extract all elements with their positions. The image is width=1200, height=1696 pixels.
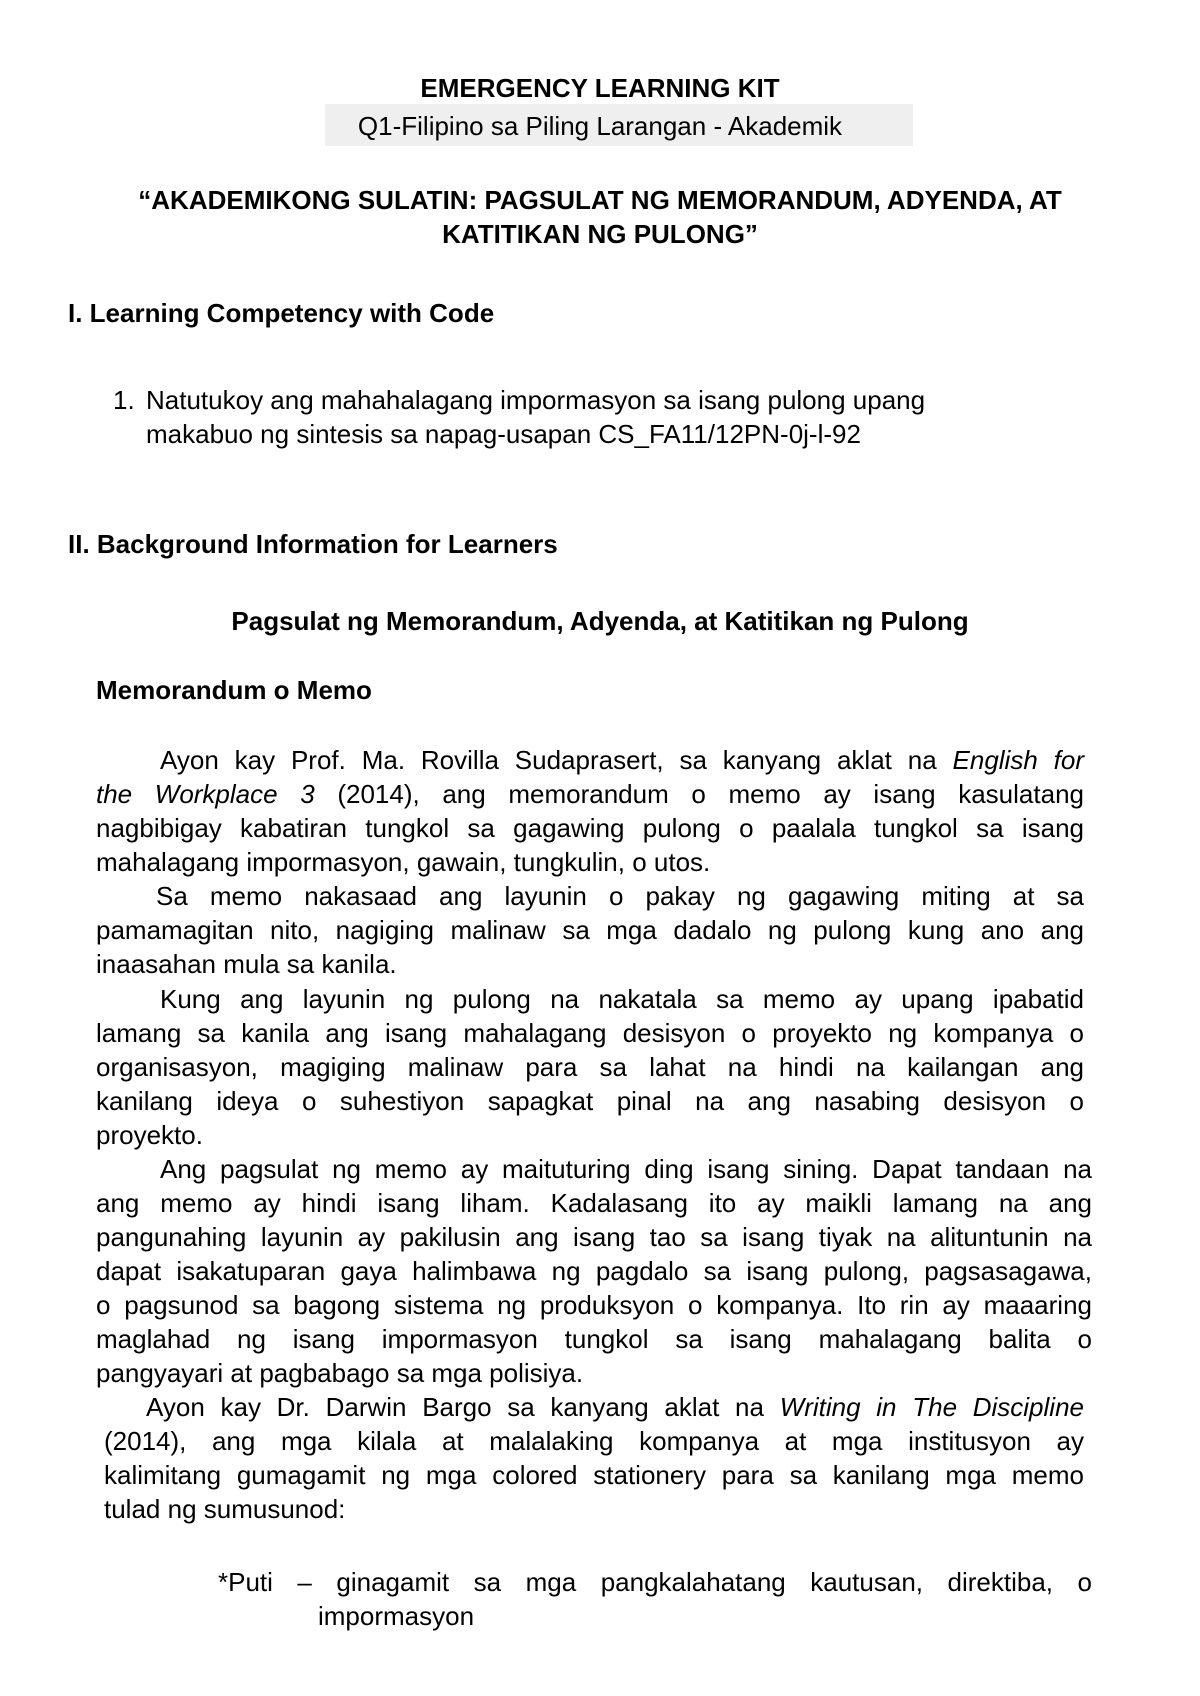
paragraph-1-line-4: mahalagang impormasyon, gawain, tungkulin, o utos.	[96, 847, 711, 877]
paragraph-1-line-3: nagbibigay kabatiran tungkol sa gagawing pulong o paalala tungkol sa isang	[96, 813, 1084, 843]
paragraph-1-line-1: Ayon kay Prof. Ma. Rovilla Sudaprasert, sa kanyang aklat na English for	[160, 745, 1084, 775]
paragraph-5-line-2: (2014), ang mga kilala at malalaking kompanya at mga institusyon ay	[104, 1426, 1084, 1456]
paragraph-4-line-1: Ang pagsulat ng memo ay maituturing ding isang sining. Dapat tandaan na	[160, 1154, 1092, 1184]
section-1-heading: I. Learning Competency with Code	[68, 298, 495, 328]
main-title-line-1: “AKADEMIKONG SULATIN: PAGSULAT NG MEMORANDUM, ADYENDA, AT	[138, 185, 1062, 215]
competency-item-line-2: makabuo ng sintesis sa napag-usapan CS_FA11/12PN-0j-l-92	[146, 419, 861, 449]
paragraph-5-line-1: Ayon kay Dr. Darwin Bargo sa kanyang aklat na Writing in The Discipline	[146, 1392, 1084, 1422]
main-title-line-2: KATITIKAN NG PULONG”	[442, 219, 758, 249]
paragraph-3-line-1: Kung ang layunin ng pulong na nakatala sa memo ay upang ipabatid	[160, 984, 1084, 1014]
paragraph-3-line-3: organisasyon, magiging malinaw para sa lahat na hindi na kailangan ang	[96, 1052, 1084, 1082]
paragraph-5-line-4: tulad ng sumusunod:	[104, 1494, 346, 1524]
kit-title: EMERGENCY LEARNING KIT	[420, 73, 780, 103]
paragraph-4-line-3: pangunahing layunin ay pakilusin ang isang tao sa isang tiyak na alituntunin na	[96, 1222, 1092, 1252]
paragraph-3-line-5: proyekto.	[96, 1120, 203, 1150]
section-2-heading: II. Background Information for Learners	[68, 529, 558, 559]
competency-item-line-1: Natutukoy ang mahahalagang impormasyon sa isang pulong upang	[146, 385, 926, 415]
paragraph-3-line-4: kanilang ideya o suhestiyon sapagkat pinal na ang nasabing desisyon o	[96, 1086, 1084, 1116]
kit-subtitle: Q1-Filipino sa Piling Larangan - Akademik	[357, 111, 843, 141]
paragraph-4-line-2: ang memo ay hindi isang liham. Kadalasang ito ay maikli lamang na ang	[96, 1188, 1092, 1218]
topic-title: Pagsulat ng Memorandum, Adyenda, at Katitikan ng Pulong	[231, 606, 969, 636]
paragraph-2-line-3: inaasahan mula sa kanila.	[96, 949, 397, 979]
subheading-memo: Memorandum o Memo	[96, 675, 372, 705]
paragraph-3-line-2: lamang sa kanila ang isang mahalagang desisyon o proyekto ng kompanya o	[96, 1018, 1084, 1048]
paragraph-1-line-2: the Workplace 3 (2014), ang memorandum o memo ay isang kasulatang	[96, 779, 1084, 809]
paragraph-2-line-2: pamamagitan nito, nagiging malinaw sa mga dadalo ng pulong kung ano ang	[96, 915, 1084, 945]
paragraph-4-line-4: dapat isakatuparan gaya halimbawa ng pagdalo sa isang pulong, pagsasagawa,	[96, 1256, 1092, 1286]
paragraph-4-line-5: o pagsunod sa bagong sistema ng produksyon o kompanya. Ito rin ay maaaring	[96, 1290, 1092, 1320]
bullet-puti-line-1: *Puti – ginagamit sa mga pangkalahatang kautusan, direktiba, o	[218, 1567, 1092, 1597]
paragraph-4-line-7: pangyayari at pagbabago sa mga polisiya.	[96, 1358, 584, 1388]
paragraph-4-line-6: maglahad ng isang impormasyon tungkol sa isang mahalagang balita o	[96, 1324, 1092, 1354]
paragraph-5-line-3: kalimitang gumagamit ng mga colored stationery para sa kanilang mga memo	[104, 1460, 1084, 1490]
bullet-puti-line-2: impormasyon	[318, 1601, 475, 1631]
paragraph-2-line-1: Sa memo nakasaad ang layunin o pakay ng gagawing miting at sa	[156, 881, 1084, 911]
competency-item-number: 1.	[113, 385, 135, 415]
